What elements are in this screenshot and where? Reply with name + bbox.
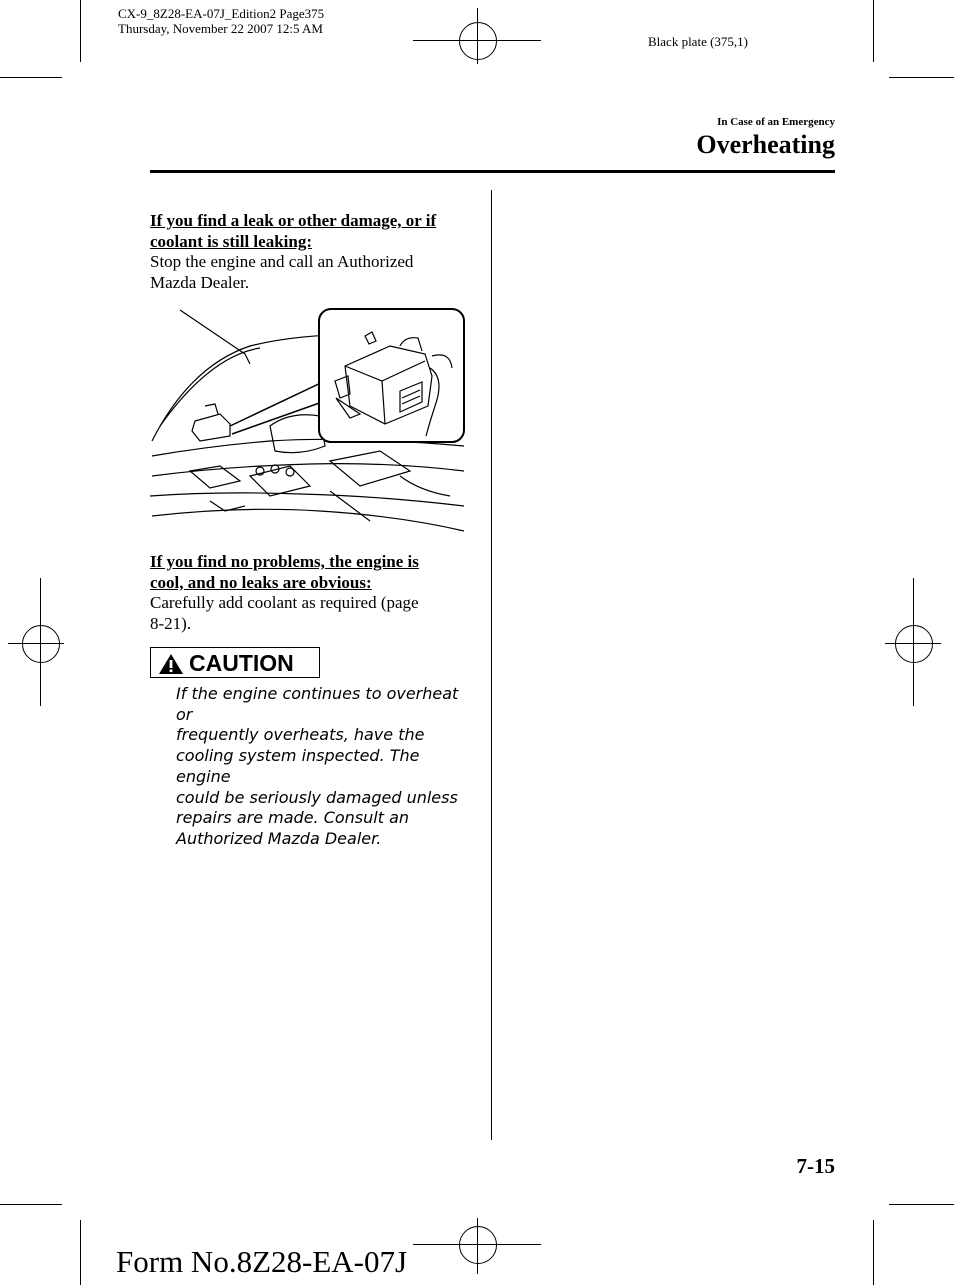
ok-heading-line1: If you find no problems, the engine is <box>150 552 419 571</box>
caution-text <box>176 684 476 850</box>
leak-heading-line2: coolant is still leaking: <box>150 231 312 251</box>
plate-label: Black plate (375,1) <box>648 34 748 49</box>
engine-coolant-illustration <box>150 306 466 542</box>
warning-triangle-icon <box>158 653 184 675</box>
caution-box <box>150 647 320 678</box>
ok-heading-line2: cool, and no leaks are obvious: <box>150 572 372 592</box>
no-problem-section <box>150 552 472 634</box>
title-rule <box>150 170 835 173</box>
leak-body-line2: Mazda Dealer. <box>150 272 250 292</box>
leak-body-line1: Stop the engine and call an Authorized <box>150 252 414 271</box>
column-divider <box>491 190 492 1140</box>
ok-body-line2: 8-21). <box>150 613 192 633</box>
print-job-line: CX-9_8Z28-EA-07J_Edition2 Page375 <box>118 6 325 21</box>
caution-label: CAUTION <box>189 650 294 676</box>
caution-line: could be seriously damaged unless <box>176 787 458 807</box>
print-date-line: Thursday, November 22 2007 12:5 AM <box>118 21 323 36</box>
section-label: In Case of an Emergency <box>717 116 835 128</box>
caution-line: cooling system inspected. The engine <box>176 746 420 786</box>
caution-line: repairs are made. Consult an <box>176 808 410 828</box>
ok-body-line1: Carefully add coolant as required (page <box>150 593 419 612</box>
caution-line: frequently overheats, have the <box>176 725 425 745</box>
form-number: Form No.8Z28-EA-07J <box>116 1244 408 1279</box>
page-number: 7-15 <box>796 1154 835 1178</box>
leak-section <box>150 211 472 293</box>
caution-line: Authorized Mazda Dealer. <box>176 828 382 848</box>
caution-line: If the engine continues to overheat or <box>176 684 459 724</box>
leak-heading-line1: If you find a leak or other damage, or if <box>150 211 437 230</box>
page-title: Overheating <box>696 130 835 159</box>
